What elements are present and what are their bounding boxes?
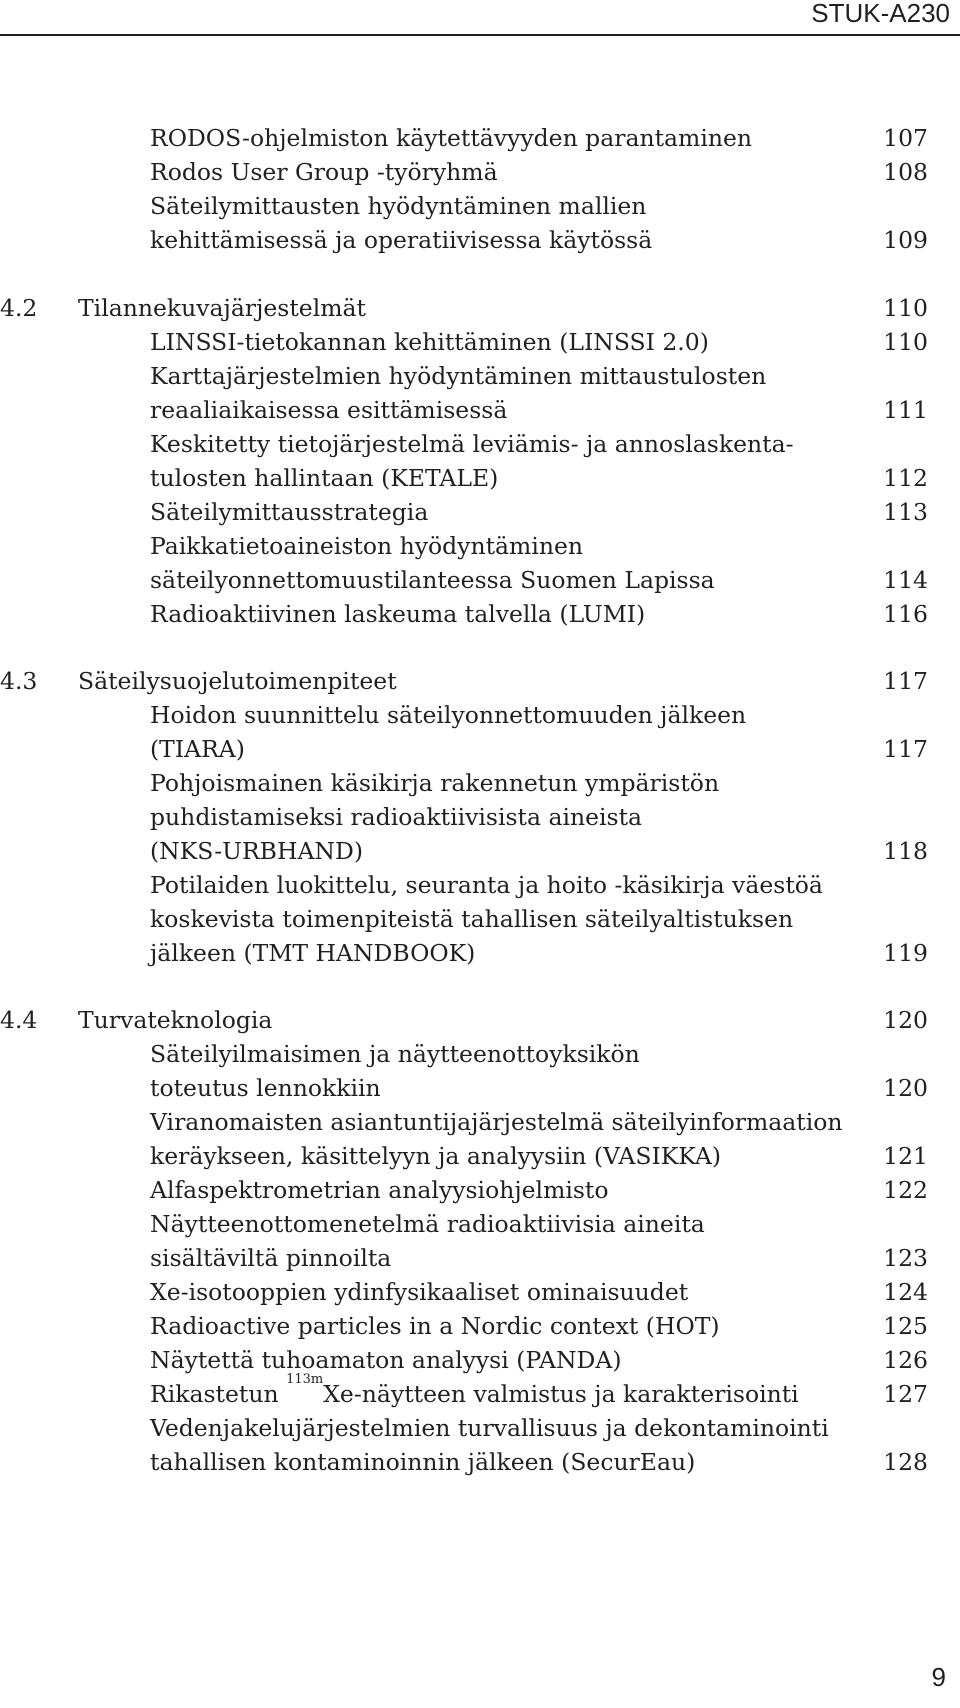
toc-entry-page: 119 (883, 939, 928, 967)
toc-entry-title: (NKS-URBHAND) (150, 837, 363, 865)
toc-entry[interactable] (0, 1342, 960, 1378)
toc-entry-title: sisältäviltä pinnoilta (150, 1244, 392, 1272)
toc-entry-title: toteutus lennokkiin (150, 1074, 381, 1102)
toc-entry-title: tahallisen kontaminoinnin jälkeen (SecurEau) (150, 1448, 696, 1476)
toc-entry-page: 114 (883, 566, 928, 594)
toc-entry[interactable] (0, 697, 960, 733)
toc-entry[interactable] (0, 562, 960, 598)
toc-entry[interactable] (0, 154, 960, 190)
toc-entry-page: 112 (883, 464, 928, 492)
toc-entry-title: Potilaiden luokittelu, seuranta ja hoito -käsikirja väestöä (150, 871, 823, 899)
toc-entry-page: 122 (883, 1176, 928, 1204)
toc-section-number: 4.2 (0, 294, 38, 322)
toc-entry[interactable] (0, 1104, 960, 1140)
toc-entry[interactable] (0, 1172, 960, 1208)
toc-entry-title: kehittämisessä ja operatiivisessa käytössä (150, 226, 653, 254)
toc-entry-title (150, 1372, 799, 1412)
toc-entry[interactable] (0, 1308, 960, 1344)
toc-entry-title: Näytteenottomenetelmä radioaktiivisia aineita (150, 1210, 705, 1238)
toc-entry[interactable] (0, 324, 960, 360)
toc-entry-title: (TIARA) (150, 735, 245, 763)
toc-entry-page: 123 (883, 1244, 928, 1272)
toc-entry-title: Radioactive particles in a Nordic context (HOT) (150, 1312, 720, 1340)
series-code: STUK-A230 (811, 0, 950, 28)
toc-entry-page: 110 (883, 294, 928, 322)
toc-entry[interactable] (0, 460, 960, 496)
toc-entry-title: Karttajärjestelmien hyödyntäminen mittaustulosten (150, 362, 767, 390)
toc-entry[interactable] (0, 1274, 960, 1310)
toc-entry-title: puhdistamiseksi radioaktiivisista aineista (150, 803, 643, 831)
toc-entry[interactable] (0, 833, 960, 869)
toc-entry-page: 111 (883, 396, 928, 424)
toc-entry-title: Rodos User Group -työryhmä (150, 158, 498, 186)
toc-entry-page: 108 (883, 158, 928, 186)
toc-entry-title: Alfaspektrometrian analyysiohjelmisto (150, 1176, 609, 1204)
toc-entry-title: reaaliaikaisessa esittämisessä (150, 396, 508, 424)
toc-entry-page: 109 (883, 226, 928, 254)
toc-entry[interactable] (0, 494, 960, 530)
toc-entry-title: Näytettä tuhoamaton analyysi (PANDA) (150, 1346, 622, 1374)
toc-entry-title: Radioaktiivinen laskeuma talvella (LUMI) (150, 600, 646, 628)
toc-entry-page: 118 (883, 837, 928, 865)
toc-entry[interactable] (0, 120, 960, 156)
toc-entry-title: säteilyonnettomuustilanteessa Suomen Lapissa (150, 566, 715, 594)
toc-entry-page: 128 (883, 1448, 928, 1476)
toc-entry-page: 116 (883, 600, 928, 628)
toc-entry[interactable] (0, 867, 960, 903)
toc-entry[interactable] (0, 1206, 960, 1242)
toc-entry-page: 107 (883, 124, 928, 152)
toc-entry-page: 113 (883, 498, 928, 526)
toc-entry-page: 126 (883, 1346, 928, 1374)
toc-entry[interactable] (0, 1138, 960, 1174)
toc-entry-page: 127 (883, 1380, 928, 1408)
toc-entry-page: 120 (883, 1006, 928, 1034)
toc-entry-title: Hoidon suunnittelu säteilyonnettomuuden jälkeen (150, 701, 747, 729)
toc-section-title: Turvateknologia (78, 1006, 273, 1034)
toc-entry[interactable] (0, 358, 960, 394)
toc-entry-title: Paikkatietoaineiston hyödyntäminen (150, 532, 584, 560)
toc-entry[interactable] (0, 799, 960, 835)
toc-section-4-4[interactable] (0, 1002, 960, 1038)
toc-entry[interactable] (0, 222, 960, 258)
toc-entry-page: 121 (883, 1142, 928, 1170)
toc-entry[interactable] (0, 596, 960, 632)
toc-entry[interactable] (0, 935, 960, 971)
toc-entry-title: jälkeen (TMT HANDBOOK) (150, 939, 476, 967)
page-number: 9 (931, 1662, 946, 1692)
toc-entry-title: LINSSI-tietokannan kehittäminen (LINSSI 2.0) (150, 328, 709, 356)
toc-section-4-2[interactable] (0, 290, 960, 326)
toc-entry[interactable] (0, 1372, 960, 1412)
toc-entry-page: 110 (883, 328, 928, 356)
toc-entry[interactable] (0, 392, 960, 428)
toc-entry-page: 120 (883, 1074, 928, 1102)
toc-section-title: Säteilysuojelutoimenpiteet (78, 667, 397, 695)
toc-entry-title: Säteilymittausten hyödyntäminen mallien (150, 192, 647, 220)
toc-entry[interactable] (0, 188, 960, 224)
toc-entry[interactable] (0, 1444, 960, 1480)
toc-entry-title-suffix: Xe-näytteen valmistus ja karakterisointi (323, 1380, 799, 1408)
toc-entry-title: tulosten hallintaan (KETALE) (150, 464, 499, 492)
toc-entry[interactable] (0, 1240, 960, 1276)
toc-entry[interactable] (0, 901, 960, 937)
toc-section-title: Tilannekuvajärjestelmät (78, 294, 366, 322)
toc-entry[interactable] (0, 528, 960, 564)
toc-entry[interactable] (0, 1070, 960, 1106)
toc-entry-title-prefix: Rikastetun (150, 1380, 287, 1408)
toc-section-number: 4.3 (0, 667, 38, 695)
toc-entry[interactable] (0, 426, 960, 462)
toc-entry-title: Xe-isotooppien ydinfysikaaliset ominaisuudet (150, 1278, 689, 1306)
toc-entry-title: Viranomaisten asiantuntijajärjestelmä säteilyinformaation (150, 1108, 843, 1136)
toc-section-number: 4.4 (0, 1006, 38, 1034)
toc-entry-page: 117 (883, 735, 928, 763)
toc-entry-title: Keskitetty tietojärjestelmä leviämis- ja annoslaskenta- (150, 430, 794, 458)
toc-entry[interactable] (0, 765, 960, 801)
toc-entry[interactable] (0, 1410, 960, 1446)
toc-entry-title: Pohjoismainen käsikirja rakennetun ympäristön (150, 769, 720, 797)
toc-entry-page: 125 (883, 1312, 928, 1340)
toc-entry[interactable] (0, 1036, 960, 1072)
toc-entry-page: 117 (883, 667, 928, 695)
toc-entry-title: Säteilymittausstrategia (150, 498, 429, 526)
toc-entry[interactable] (0, 731, 960, 767)
toc-entry-title: Säteilyilmaisimen ja näytteenottoyksikön (150, 1040, 640, 1068)
toc-section-4-3[interactable] (0, 663, 960, 699)
toc-entry-page: 124 (883, 1278, 928, 1306)
isotope-mass-superscript: 113m (286, 1372, 324, 1387)
toc-entry-title: koskevista toimenpiteistä tahallisen säteilyaltistuksen (150, 905, 794, 933)
toc-entry-title: keräykseen, käsittelyyn ja analyysiin (VASIKKA) (150, 1142, 722, 1170)
toc-entry-title: RODOS-ohjelmiston käytettävyyden parantaminen (150, 124, 753, 152)
toc-entry-title: Vedenjakelujärjestelmien turvallisuus ja dekontaminointi (150, 1414, 829, 1442)
